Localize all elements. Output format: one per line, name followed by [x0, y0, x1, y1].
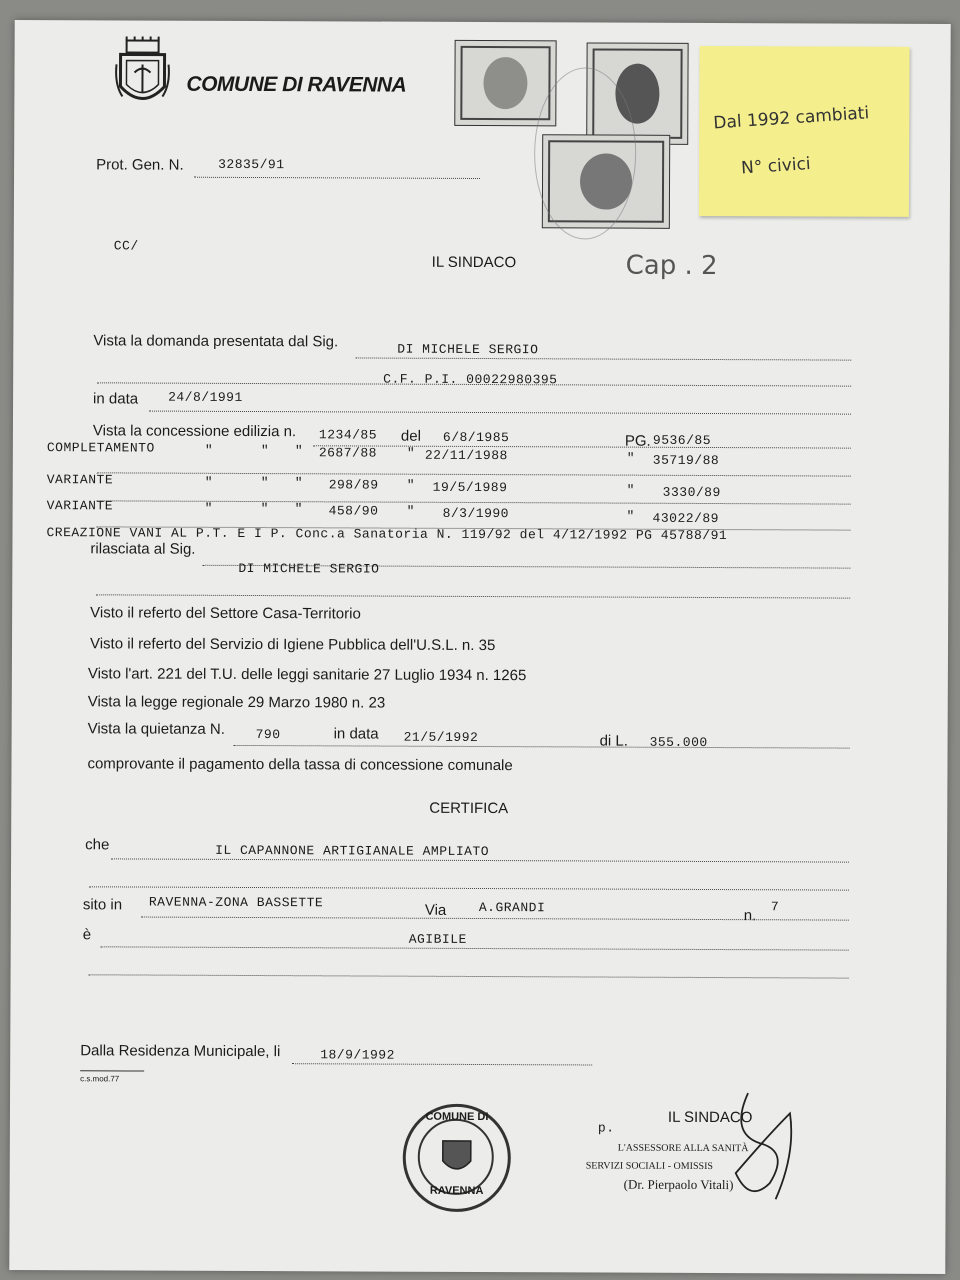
variant-type: VARIANTE: [46, 498, 114, 514]
sticky-note-line1: Dal 1992 cambiati: [712, 103, 870, 134]
domanda-line: [355, 357, 851, 360]
sindaco-heading: IL SINDACO: [431, 253, 517, 272]
rilasciata-label: rilasciata al Sig.: [90, 540, 196, 558]
domanda-date-line: [149, 411, 851, 415]
e-line: [101, 946, 849, 950]
domanda-label: Vista la domanda presentata dal Sig.: [93, 332, 339, 351]
n-label: n.: [743, 907, 757, 925]
ditto-mark: ": [294, 475, 304, 491]
quietanza-amount: 355.000: [649, 734, 708, 750]
e-label: è: [82, 926, 92, 944]
ditto-mark: ": [260, 501, 269, 517]
domanda-name: DI MICHELE SERGIO: [397, 341, 539, 358]
domanda-date: 24/8/1991: [168, 389, 243, 405]
seal-bottom-text: RAVENNA: [429, 1184, 484, 1198]
variant-date: 22/11/1988: [424, 447, 508, 464]
quietanza-label: Vista la quietanza N.: [87, 720, 225, 738]
ditto-mark: ": [204, 500, 213, 516]
ditto-mark: ": [294, 443, 304, 459]
concessione-pg: 9536/85: [652, 432, 712, 449]
ditto-mark: ": [406, 477, 416, 493]
visto-line: Visto il referto del Settore Casa-Territorio: [90, 604, 361, 623]
domanda-cf: C.F. P.I. 00022980395: [383, 371, 558, 388]
rilasciata-name: DI MICHELE SERGIO: [238, 560, 380, 577]
handwritten-cap-note: Cap . 2: [625, 250, 718, 282]
ditto-mark: ": [204, 442, 214, 458]
sito-line: [141, 917, 849, 921]
official-seal: [403, 1104, 511, 1212]
ditto-mark: ": [406, 445, 416, 461]
e-value: AGIBILE: [408, 931, 467, 947]
sticky-note-line2: N° civici: [740, 154, 812, 179]
assessore-label: L'ASSESSORE ALLA SANITÀ: [617, 1142, 749, 1155]
seal-top-text: COMUNE DI: [425, 1110, 489, 1124]
blank-line: [89, 886, 849, 890]
variant-pg: 35719/88: [652, 452, 720, 469]
prot-gen-label: Prot. Gen. N.: [96, 156, 184, 174]
variant-pg: 3330/89: [662, 484, 721, 501]
sindaco-signature-label: IL SINDACO: [667, 1108, 753, 1127]
domanda-date-label: in data: [93, 390, 139, 408]
prot-gen-value: 32835/91: [218, 156, 285, 173]
che-line: [111, 858, 849, 862]
model-code: c.s.mod.77: [80, 1074, 120, 1084]
residenza-date: 18/9/1992: [320, 1047, 395, 1063]
comune-title: COMUNE DI RAVENNA: [186, 72, 407, 97]
concessione-number: 1234/85: [318, 427, 378, 443]
quietanza-date: 21/5/1992: [403, 729, 479, 745]
variant-date: 8/3/1990: [442, 505, 510, 522]
ditto-mark: ": [626, 482, 636, 498]
concessione-label: Vista la concessione edilizia n.: [92, 422, 297, 441]
divider: [80, 1070, 144, 1071]
residenza-line: [292, 1063, 592, 1065]
blank-line: [89, 974, 849, 978]
cc-label: CC/: [113, 238, 139, 254]
handwritten-signature: [700, 1073, 841, 1214]
concessione-del-label: del: [400, 427, 421, 445]
residenza-label: Dalla Residenza Municipale, li: [80, 1042, 281, 1061]
blank-line: [96, 594, 850, 598]
ditto-mark: ": [626, 450, 636, 466]
seal-crest-icon: [440, 1137, 474, 1177]
ditto-mark: ": [260, 475, 270, 491]
che-label: che: [85, 836, 110, 854]
quietanza-amount-label: di L.: [599, 732, 628, 750]
city-crest-logo: [112, 34, 172, 114]
concessione-pg-label: PG.: [624, 432, 651, 450]
dottore-name: (Dr. Pierpaolo Vitali): [623, 1176, 734, 1193]
variant-number: 458/90: [328, 503, 379, 519]
quietanza-line: [234, 745, 850, 749]
ditto-mark: ": [626, 508, 635, 524]
creazione-line: CREAZIONE VANI AL P.T. E I P. Conc.a Sanatoria N. 119/92 del 4/12/1992 PG 45788/91: [46, 525, 728, 544]
ditto-mark: ": [294, 501, 303, 517]
n-value: 7: [770, 899, 780, 915]
visto-line: Visto il referto del Servizio di Igiene Pubblica dell'U.S.L. n. 35: [89, 635, 496, 655]
variant-date: 19/5/1989: [432, 479, 508, 496]
variant-pg: 43022/89: [652, 510, 720, 527]
via-value: A.GRANDI: [478, 899, 546, 916]
quietanza-note: comprovante il pagamento della tassa di concessione comunale: [87, 755, 513, 775]
per-label: p.: [597, 1120, 615, 1136]
visto-line: Visto l'art. 221 del T.U. delle leggi sanitarie 27 Luglio 1934 n. 1265: [87, 665, 527, 685]
document-page: [9, 20, 950, 1274]
ditto-mark: ": [406, 503, 415, 519]
concessione-date: 6/8/1985: [442, 429, 510, 446]
che-value: IL CAPANNONE ARTIGIANALE AMPLIATO: [215, 842, 490, 860]
sticky-note: [699, 46, 910, 217]
visto-line: Vista la legge regionale 29 Marzo 1980 n. 23: [87, 693, 386, 712]
variant-type: VARIANTE: [46, 472, 114, 488]
concessione-line: [313, 445, 851, 448]
certifica-heading: CERTIFICA: [429, 799, 509, 818]
ditto-mark: ": [204, 474, 214, 490]
variant-type: COMPLETAMENTO: [46, 440, 155, 456]
sito-label: sito in: [82, 896, 123, 914]
postmark-circle: [534, 67, 637, 239]
prot-gen-line: [194, 177, 480, 179]
quietanza-number: 790: [255, 727, 281, 743]
sito-value: RAVENNA-ZONA BASSETTE: [148, 894, 324, 911]
servizi-label: SERVIZI SOCIALI - OMISSIS: [585, 1160, 714, 1173]
ditto-mark: ": [260, 443, 270, 459]
via-label: Via: [424, 901, 447, 919]
variant-number: 2687/88: [318, 445, 377, 461]
variant-number: 298/89: [328, 477, 379, 493]
quietanza-date-label: in data: [333, 725, 379, 743]
